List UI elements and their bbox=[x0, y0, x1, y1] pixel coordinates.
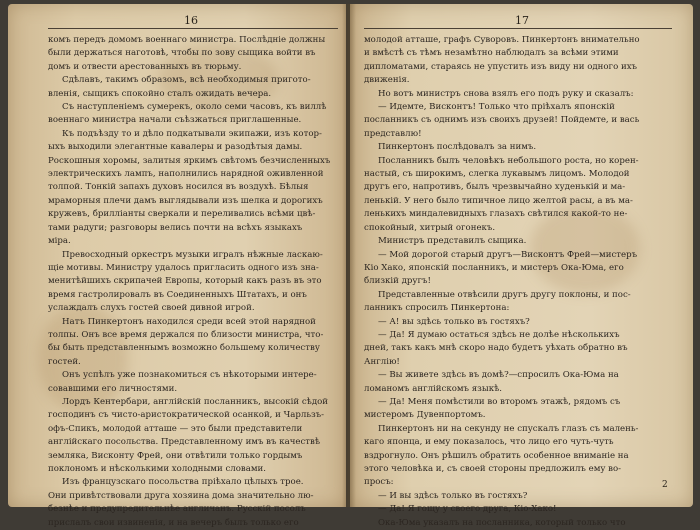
text-line: — Идемте, Висконтъ! Только что пріѣхалъ японскій bbox=[378, 102, 615, 113]
right-page bbox=[350, 4, 693, 528]
text-line: Они привѣтствовали друга хозяина дома значительно лю- bbox=[48, 490, 314, 501]
text-line: Сдѣлавъ, такимъ образомъ, всѣ необходимыя пригото- bbox=[62, 75, 311, 86]
text-line: — Да! Я гощу у своего друга, Кіо-Хако! bbox=[378, 504, 557, 515]
text-line: близкій другъ! bbox=[364, 276, 431, 287]
text-line: — Да! Меня помѣстили во второмъ этажѣ, рядомъ съ bbox=[378, 396, 621, 407]
header-rule-right bbox=[364, 28, 672, 29]
text-line: — Мой дорогой старый другъ—Висконтъ Фрей—мистеръ bbox=[378, 249, 638, 260]
text-line: прислалъ свои извиненія, и на вечеръ былъ только его bbox=[48, 517, 299, 528]
text-line: комъ передъ домомъ военнаго министра. Послѣдніе должны bbox=[48, 35, 326, 45]
text-line: дней, такъ какъ мнѣ скоро надо будетъ уѣхать обратно въ bbox=[364, 343, 628, 354]
text-line: Посланникъ былъ человѣкъ небольшого роста, но корен- bbox=[378, 155, 639, 166]
text-line: Представленные отвѣсили другъ другу поклоны, и пос- bbox=[378, 289, 631, 300]
text-line: каго японца, и ему показалось, что лицо его чуть-чуть bbox=[364, 437, 614, 448]
text-line: ленькихъ миндалевидныхъ глазахъ свѣтился какой-то не- bbox=[364, 209, 628, 220]
text-line: Съ наступленіемъ сумерекъ, около семи часовъ, къ виллѣ bbox=[62, 102, 327, 113]
text-line: время гастролировалъ въ Соединенныхъ Штатахъ, и онъ bbox=[48, 289, 307, 300]
text-line: дипломатами, стараясь не упустить изъ виду ни одного ихъ bbox=[364, 61, 638, 72]
text-line: Онъ успѣлъ уже познакомиться съ нѣкоторыми интере- bbox=[62, 370, 317, 381]
text-line: ленькій. У него было типичное лицо желтой расы, а въ ма- bbox=[364, 195, 633, 206]
text-line: ланникъ спросилъ Пинкертона: bbox=[364, 303, 510, 314]
text-line: толпой. Тонкій запахъ духовъ носился въ воздухѣ. Бѣлыя bbox=[48, 182, 309, 193]
text-line: міра. bbox=[48, 236, 71, 247]
text-line: поклономъ и нѣсколькими холодными словами. bbox=[48, 464, 267, 474]
text-line: — А! вы здѣсь только въ гостяхъ? bbox=[378, 316, 530, 327]
text-line: настый, съ широкимъ, слегка лукавымъ лицомъ. Молодой bbox=[364, 169, 630, 180]
text-line: Кіо Хако, японскій посланникъ, и мистеръ Ока-Юма, его bbox=[364, 262, 624, 273]
text-line: ыхъ выходили элегантные кавалеры и разодѣтыя дамы. bbox=[48, 142, 303, 153]
text-line: Ока-Юма указалъ на посланника, который только что bbox=[378, 517, 626, 528]
text-line: англійскаго посольства. Представленному имъ въ качествѣ bbox=[48, 437, 321, 448]
text-line: Пинкертонъ ни на секунду не спускалъ глазъ съ малень- bbox=[378, 423, 639, 434]
text-line: земляка, Висконту Фрей, они отвѣтили только гордымъ bbox=[48, 450, 303, 461]
text-line: домъ и отвести арестованныхъ въ тюрьму. bbox=[48, 61, 242, 72]
text-line: были держаться наготовѣ, чтобы по зову сыщика войти въ bbox=[48, 48, 316, 59]
text-line: военнаго министра начали съѣзжаться приглашенные. bbox=[48, 115, 302, 126]
text-line: Но вотъ министръ снова взялъ его подъ руку и сказалъ: bbox=[378, 88, 634, 99]
text-line: мистеромъ Дувенпортомъ. bbox=[364, 410, 486, 421]
text-line: щіе мотивы. Министру удалось пригласить одного изъ зна- bbox=[48, 262, 319, 273]
right-page-text bbox=[364, 34, 674, 530]
text-line: движенія. bbox=[364, 75, 410, 86]
page-number-left: 16 bbox=[184, 14, 198, 27]
text-line: Министръ представилъ сыщика. bbox=[378, 236, 527, 247]
text-line: мраморныя плечи дамъ выглядывали изъ шелка и дорогихъ bbox=[48, 195, 323, 206]
text-line: услаждалъ слухъ гостей своей дивной игрой. bbox=[48, 303, 255, 314]
left-page-text bbox=[48, 34, 340, 530]
text-line: вленія, сыщикъ спокойно сталъ ожидать вечера. bbox=[48, 88, 272, 99]
left-page bbox=[8, 4, 346, 528]
signature-mark: 2 bbox=[662, 480, 668, 490]
text-line: Къ подъѣзду то и дѣло подкатывали экипажи, изъ котор- bbox=[62, 128, 322, 139]
book-gutter bbox=[342, 4, 356, 507]
text-line: кружевъ, брилліанты сверкали и переливались всѣми цвѣ- bbox=[48, 209, 316, 220]
text-line: менитѣйшихъ скрипачей Европы, который какъ разъ въ это bbox=[48, 276, 322, 287]
text-line: молодой атташе, графъ Суворовъ. Пинкертонъ внимательно bbox=[364, 35, 640, 45]
page-number-right: 17 bbox=[515, 14, 529, 27]
text-line: — Вы живете здѣсь въ домѣ?—спросилъ Ока-Юма на bbox=[378, 370, 619, 381]
text-line: Изъ французскаго посольства пріѣхало цѣлыхъ трое. bbox=[62, 477, 304, 488]
text-line: гостей. bbox=[48, 356, 81, 367]
text-line: вздрогнуло. Онъ рѣшилъ обратить особенное вниманіе на bbox=[364, 450, 629, 461]
text-line: электрическихъ лампъ, наполнились нарядной оживленной bbox=[48, 169, 324, 180]
text-line: представлю! bbox=[364, 128, 422, 139]
text-line: другъ его, напротивъ, былъ чрезвычайно худенькій и ма- bbox=[364, 182, 626, 193]
text-line: безнѣе и предупредительнѣе англичанъ. Русскій посолъ bbox=[48, 504, 306, 515]
text-line: Натъ Пинкертонъ находился среди всей этой нарядной bbox=[62, 316, 316, 327]
text-line: Пинкертонъ послѣдовалъ за нимъ. bbox=[378, 142, 537, 153]
text-line: совавшими его личностями. bbox=[48, 383, 178, 394]
text-line: — Да! Я думаю остаться здѣсь не долѣе нѣсколькихъ bbox=[378, 329, 620, 340]
text-line: просъ: bbox=[364, 477, 394, 488]
text-line: офъ-Спикъ, молодой атташе — это были представители bbox=[48, 423, 303, 434]
text-line: господинъ съ чисто-аристократической осанкой, и Чарльзъ- bbox=[48, 410, 325, 421]
text-line: и вмѣстѣ съ тѣмъ незамѣтно наблюдалъ за всѣми этими bbox=[364, 48, 619, 59]
text-line: толпы. Онъ все время держался по близости министра, что- bbox=[48, 329, 324, 340]
text-line: тами радуги; разговоры велись почти на всѣхъ языкахъ bbox=[48, 222, 303, 233]
text-line: — И вы здѣсь только въ гостяхъ? bbox=[378, 490, 528, 501]
text-line: этого человѣка и, съ своей стороны предложилъ ему во- bbox=[364, 464, 622, 474]
text-line: спокойный, хитрый огонекъ. bbox=[364, 222, 496, 233]
text-line: ломаномъ англійскомъ языкѣ. bbox=[364, 383, 502, 394]
text-line: посланникъ съ однимъ изъ своихъ друзей! Пойдемте, и вась bbox=[364, 115, 640, 126]
header-rule-left bbox=[48, 28, 338, 29]
text-line: бы быть представленнымъ возможно большему количеству bbox=[48, 343, 320, 354]
text-line: Превосходный оркестръ музыки игралъ нѣжные ласкаю- bbox=[62, 249, 323, 260]
text-line: Роскошныя хоромы, залитыя яркимъ свѣтомъ безчисленныхъ bbox=[48, 155, 331, 166]
text-line: Англію! bbox=[364, 356, 400, 367]
text-line: Лордъ Кентербари, англійскій посланникъ, высокій сѣдой bbox=[62, 396, 329, 407]
